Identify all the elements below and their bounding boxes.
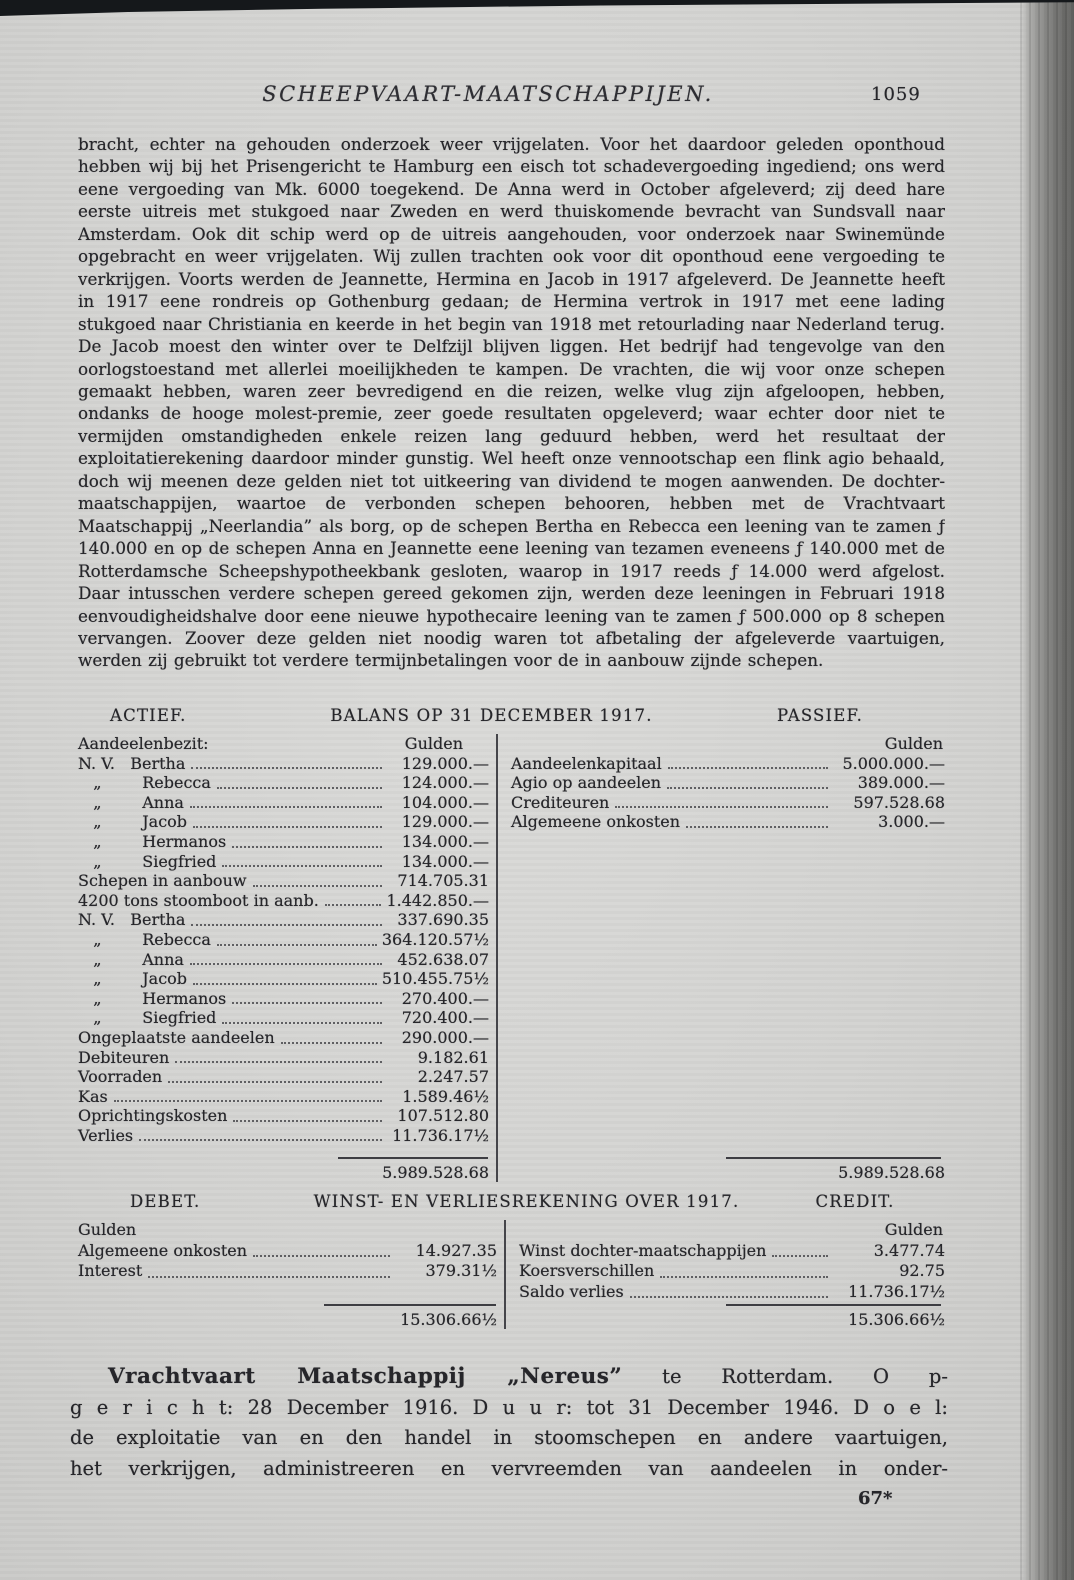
dotted-leader (772, 1255, 828, 1257)
row-label: Winst dochter-maatschappijen (519, 1240, 767, 1260)
table-row (78, 871, 489, 891)
passief-currency-header: Gulden (884, 734, 943, 753)
dotted-leader (191, 767, 382, 769)
credit-column-head (519, 1220, 945, 1241)
table-row (78, 1261, 497, 1282)
row-amount: 92.75 (899, 1261, 945, 1280)
table-row (78, 989, 489, 1009)
passief-total-block (511, 1157, 945, 1182)
dotted-leader (281, 1042, 382, 1044)
row-label: Koersverschillen (519, 1261, 655, 1280)
debet-currency-header: Gulden (78, 1220, 137, 1239)
row-amount: 14.927.35 (415, 1240, 497, 1260)
signature-mark: 67* (858, 1488, 893, 1509)
row-amount: 3.477.74 (873, 1240, 945, 1260)
debet-column (78, 1220, 506, 1329)
credit-total: 15.306.66½ (848, 1309, 945, 1329)
table-row (511, 773, 945, 793)
dotted-leader (114, 1100, 382, 1102)
page-title: SCHEEPVAART-MAATSCHAPPIJEN. (262, 82, 714, 106)
actief-column (78, 734, 498, 1182)
table-row (78, 930, 489, 950)
dotted-leader (232, 846, 382, 848)
table-row (511, 754, 945, 774)
table-row (519, 1241, 945, 1262)
row-label: „ Anna (78, 949, 184, 969)
table-row (511, 793, 945, 813)
passief-column (498, 734, 945, 1182)
actief-total-rule (338, 1157, 488, 1159)
dotted-leader (667, 787, 828, 789)
dotted-leader (668, 767, 828, 769)
row-amount: 1.589.46½ (402, 1086, 489, 1106)
table-row (78, 832, 489, 852)
balance-sheet-header (78, 706, 945, 725)
passief-total: 5.989.528.68 (838, 1163, 945, 1183)
row-label: Algemeene onkosten (78, 1240, 248, 1260)
row-label: Kas (78, 1086, 108, 1106)
dotted-leader (686, 826, 828, 828)
row-amount: 9.182.61 (417, 1047, 489, 1067)
dotted-leader (222, 1022, 382, 1024)
row-label: Interest (78, 1261, 143, 1280)
row-amount: 11.736.17½ (848, 1281, 945, 1301)
row-label: „ Anna (78, 792, 184, 812)
row-amount: 134.000.— (401, 831, 489, 851)
table-row (78, 1067, 489, 1087)
scan-top-edge-artifact (0, 0, 1074, 16)
debet-total: 15.306.66½ (400, 1309, 497, 1329)
debet-label: DEBET. (130, 1192, 201, 1211)
row-label: Verlies (78, 1125, 134, 1145)
dotted-leader (325, 904, 382, 906)
dotted-leader (222, 865, 382, 867)
row-label: Aandeelenkapitaal (511, 753, 662, 773)
row-amount: 129.000.— (401, 812, 489, 832)
row-label: „ Siegfried (78, 1008, 217, 1028)
pnl-title: WINST- EN VERLIESREKENING OVER 1917. (313, 1192, 740, 1211)
row-amount: 104.000.— (401, 792, 489, 812)
row-amount: 2.247.57 (417, 1067, 489, 1087)
credit-currency-header: Gulden (884, 1220, 943, 1239)
table-row (519, 1282, 945, 1303)
passief-column-head (511, 734, 945, 754)
dotted-leader (148, 1276, 390, 1278)
entry-line-1 (70, 1362, 948, 1393)
row-label: „ Jacob (78, 969, 188, 989)
credit-column (506, 1220, 945, 1329)
actief-section-label: Aandeelenbezit: (78, 734, 209, 753)
dotted-leader (233, 1120, 382, 1122)
credit-total-rule (726, 1304, 941, 1306)
row-amount: 270.400.— (401, 988, 489, 1008)
row-label: „ Rebecca (78, 773, 211, 793)
row-label: Debiteuren (78, 1047, 170, 1067)
dotted-leader (660, 1276, 828, 1278)
dotted-leader (190, 806, 382, 808)
dotted-leader (615, 806, 828, 808)
row-label: Crediteuren (511, 792, 610, 812)
dotted-leader (217, 944, 377, 946)
debet-column-head (78, 1220, 497, 1241)
row-amount: 379.31½ (425, 1261, 497, 1280)
row-amount: 510.455.75½ (381, 969, 489, 989)
passief-label: PASSIEF. (776, 706, 864, 725)
debet-total-rule (324, 1304, 496, 1306)
company-name: Vrachtvaart Maatschappij „Nereus” (108, 1364, 623, 1389)
balance-title: BALANS OP 31 DECEMBER 1917. (330, 706, 653, 725)
entry-line-3: de exploitatie van en den handel in stoomschepen en andere vaartuigen, (70, 1426, 948, 1449)
row-label: N. V. Bertha (78, 753, 186, 773)
passief-total-rule (726, 1157, 941, 1159)
row-label: Ongeplaatste aandeelen (78, 1027, 275, 1047)
table-row (78, 910, 489, 930)
row-amount: 11.736.17½ (392, 1125, 489, 1145)
dotted-leader (232, 1002, 382, 1004)
table-row (78, 1028, 489, 1048)
profit-loss-statement (78, 1192, 945, 1329)
row-amount: 124.000.— (401, 773, 489, 793)
table-row (78, 969, 489, 989)
dotted-leader (139, 1139, 382, 1141)
row-amount: 134.000.— (401, 851, 489, 871)
scan-right-edge-artifact (1020, 0, 1074, 1580)
actief-currency-header: Gulden (404, 734, 463, 753)
row-label: 4200 tons stoomboot in aanb. (78, 890, 319, 910)
row-label: Saldo verlies (519, 1281, 624, 1301)
entry-line-1-rest: te Rotterdam. O p- (622, 1365, 948, 1388)
row-label: Algemeene onkosten (511, 812, 681, 832)
table-row (78, 852, 489, 872)
table-row (78, 773, 489, 793)
dotted-leader (193, 983, 377, 985)
row-amount: 290.000.— (401, 1027, 489, 1047)
row-amount: 107.512.80 (397, 1106, 489, 1126)
row-label: Oprichtingskosten (78, 1106, 228, 1126)
row-amount: 597.528.68 (853, 792, 945, 812)
row-label: „ Siegfried (78, 851, 217, 871)
row-amount: 337.690.35 (397, 910, 489, 930)
debet-rows (78, 1241, 497, 1304)
dotted-leader (630, 1296, 828, 1298)
entry-line-2: g e r i c h t: 28 December 1916. D u u r: tot 31 December 1946. D o e l: (70, 1395, 948, 1419)
row-amount: 720.400.— (401, 1008, 489, 1028)
table-row (78, 1087, 489, 1107)
dotted-leader (217, 787, 382, 789)
dotted-leader (175, 1061, 382, 1063)
credit-total-block (519, 1304, 945, 1329)
row-amount: 364.120.57½ (381, 929, 489, 949)
row-label: Agio op aandeelen (511, 773, 662, 793)
dotted-leader (191, 924, 382, 926)
dotted-leader (253, 885, 382, 887)
table-row (78, 891, 489, 911)
actief-column-head (78, 734, 489, 754)
passief-rows (511, 754, 945, 832)
dotted-leader (190, 963, 382, 965)
table-row (78, 1241, 497, 1262)
row-amount: 5.000.000.— (842, 753, 945, 773)
table-row (78, 1126, 489, 1146)
actief-rows (78, 754, 489, 1146)
row-amount: 3.000.— (878, 812, 945, 832)
credit-label: CREDIT. (815, 1192, 895, 1211)
row-amount: 1.442.850.— (386, 890, 489, 910)
actief-label: ACTIEF. (110, 706, 187, 725)
row-label: „ Hermanos (78, 988, 227, 1008)
dotted-leader (168, 1081, 382, 1083)
table-row (78, 1008, 489, 1028)
page-number: 1059 (871, 84, 921, 105)
row-amount: 452.638.07 (397, 949, 489, 969)
table-row (78, 950, 489, 970)
table-row (519, 1261, 945, 1282)
table-row (78, 1048, 489, 1068)
dotted-leader (193, 826, 382, 828)
company-entry (70, 1362, 948, 1484)
body-paragraph: bracht, echter na gehouden onderzoek weer vrijgelaten. Voor het daardoor geleden oponthoud hebben wij bij het Prisengericht te Hamburg een eisch tot schadevergoeding ingediend; ons werd eene vergoeding van Mk. 6000 toegekend. De Anna werd in October afgeleverd; zij deed hare eerste uitreis met stukgoed naar Zweden en werd thuiskomende bevracht van Sundsvall naar Amsterdam. Ook dit schip werd op de uitreis aangehouden, voor onderzoek naar Swinemünde opgebracht en weer vrijgelaten. Wij zullen trachten ook voor dit oponthoud eene vergoeding te verkrijgen. Voorts werden de Jeannette, Hermina en Jacob in 1917 afgeleverd. De Jeannette heeft in 1917 eene rondreis op Gothenburg gedaan; de Hermina vertrok in 1917 met eene lading stukgoed naar Christiania en keerde in het begin van 1918 met retourlading naar Nederland terug. De Jacob moest den winter over te Delfzijl blijven liggen. Het bedrijf had tengevolge van den oorlogstoestand met allerlei moeilijkheden te kampen. De vrachten, die wij voor onze schepen gemaakt hebben, waren zeer bevredigend en die reizen, welke vlug zijn afgeloopen, hebben, ondanks de hooge molest-premie, zeer goede resultaten opgeleverd; waar echter door niet te vermijden omstandigheden enkele reizen lang geduurd hebben, werd het resultaat der exploitatierekening daardoor minder gunstig. Wel heeft onze vennootschap een flink agio behaald, doch wij meenen deze gelden niet tot uitkeering van dividend te mogen aanwenden. De dochter-maatschappijen, waartoe de verbonden schepen behooren, hebben met de Vrachtvaart Maatschappij „Neerlandia” als borg, op de schepen Bertha en Rebecca een leening van te zamen ƒ 140.000 en op de schepen Anna en Jeannette eene leening van tezamen eveneens ƒ 140.000 met de Rotterdamsche Scheepshypotheekbank gesloten, waarop in 1917 reeds ƒ 14.000 werd afgelost. Daar intusschen verdere schepen gereed gekomen zijn, werden deze leeningen in Februari 1918 eenvoudigheidshalve door eene nieuwe hypothecaire leening van te zamen ƒ 500.000 op 8 schepen vervangen. Zoover deze gelden niet noodig waren tot afbetaling der afgeleverde vaartuigen, werden zij gebruikt tot verdere termijnbetalingen voor de in aanbouw zijnde schepen. (78, 134, 945, 671)
row-label: Schepen in aanbouw (78, 871, 247, 891)
pnl-header (78, 1192, 945, 1211)
row-label: N. V. Bertha (78, 910, 186, 930)
row-amount: 389.000.— (857, 773, 945, 793)
actief-total: 5.989.528.68 (382, 1163, 489, 1183)
credit-rows (519, 1241, 945, 1304)
row-label: „ Rebecca (78, 929, 211, 949)
table-row (78, 812, 489, 832)
row-label: Voorraden (78, 1067, 163, 1087)
row-amount: 714.705.31 (397, 871, 489, 891)
table-row (78, 793, 489, 813)
row-label: „ Jacob (78, 812, 188, 832)
entry-line-4: het verkrijgen, administreeren en vervreemden van aandeelen in onder- (70, 1456, 948, 1480)
row-label: „ Hermanos (78, 831, 227, 851)
table-row (511, 812, 945, 832)
dotted-leader (253, 1255, 390, 1257)
table-row (78, 1106, 489, 1126)
row-amount: 129.000.— (401, 753, 489, 773)
balance-sheet (78, 706, 945, 1182)
table-row (78, 754, 489, 774)
